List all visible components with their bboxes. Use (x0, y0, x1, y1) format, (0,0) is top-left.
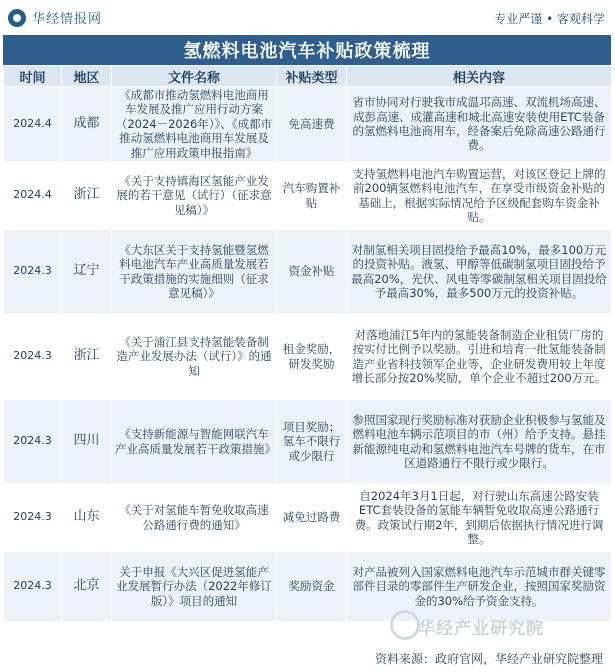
cell-region: 四川 (62, 400, 112, 484)
cell-content: 自2024年3月1日起，对行驶山东高速公路安装ETC套装设备的氢能车辆暂免收取高速公路通行费。政策试行期2年，到期后依据执行情况进行调整。 (347, 484, 612, 552)
cell-region: 山东 (62, 484, 112, 552)
table-row (4, 230, 612, 314)
cell-content: 参照国家现行奖励标准对获励企业积极参与氢能及燃料电池车辆示范项目的市（州）给予支持。悬挂新能源纯电动和氢燃料电池汽车号牌的货车，在市区道路通行不限行或少限行。 (347, 400, 612, 484)
slogan: 专业严谨 • 客观科学 (494, 12, 605, 26)
cell-subsidy-type: 免高速费 (277, 87, 347, 162)
cell-content: 对落地浦江5年内的氢能装备制造企业租赁厂房的按实付比例予以奖励。引进和培育一批氢能装备制造产业省科技领军企业等，企业研发费用较上年度增长部分按20%奖励，单个企业不超过200万元。 (347, 314, 612, 400)
cell-time: 2024.4 (4, 87, 62, 162)
column-header-document: 文件名称 (112, 66, 277, 87)
footer (0, 640, 615, 672)
cell-document: 《关于支持镇海区氢能产业发展的若干意见（试行）（征求意见稿）》 (112, 162, 277, 230)
table-row (4, 552, 612, 622)
cell-document: 关于申报《大兴区促进氢能产业发展暂行办法（2022年修订版）》项目的通知 (112, 552, 277, 622)
cell-subsidy-type: 租金奖励，研发奖励 (277, 314, 347, 400)
table-row (4, 87, 612, 162)
column-header-region: 地区 (62, 66, 112, 87)
cell-region: 浙江 (62, 314, 112, 400)
cell-subsidy-type: 项目奖励；氢车不限行或少限行 (277, 400, 347, 484)
cell-subsidy-type: 减免过路费 (277, 484, 347, 552)
cell-subsidy-type: 资金补贴 (277, 230, 347, 314)
source-note: 资料来源：政府官网，华经产业研究院整理 (374, 652, 603, 666)
cell-time: 2024.3 (4, 552, 62, 622)
cell-document: 《支持新能源与智能网联汽车产业高质量发展若干政策措施》 (112, 400, 277, 484)
cell-region: 浙江 (62, 162, 112, 230)
cell-document: 《关于对氢能车暂免收取高速公路通行费的通知》 (112, 484, 277, 552)
cell-content: 对产品被列入国家燃料电池汽车示范城市群关键零部件目录的零部件生产研发企业，按照国家奖励资金的30%给予资金支持。 (347, 552, 612, 622)
table-header-row (4, 66, 612, 87)
table-row (4, 484, 612, 552)
table-row (4, 314, 612, 400)
cell-time: 2024.3 (4, 484, 62, 552)
watermark-logo-icon (390, 610, 420, 640)
brand-logo (8, 8, 102, 27)
cell-content: 对制氢相关项目固投给予最高10%，最多100万元的投资补贴。液氢、甲醇等低碳制氢项目固投给予最高20%，光伏、风电等零碳制氢相关项目固投给予最高30%，最多500万元的投资补贴。 (347, 230, 612, 314)
cell-content: 省市协同对行驶我市成温邛高速、双流机场高速、成彭高速、成灌高速和城北高速安装使用ETC装备的氢燃料电池商用车，经备案后免除高速公路通行费。 (347, 87, 612, 162)
cell-document: 《成都市推动氢燃料电池商用车发展及推广应用行动方案（2024－2026年）》、《成都市推动氢燃料电池商用车发展及推广应用政策申报指南》 (112, 87, 277, 162)
cell-time: 2024.3 (4, 400, 62, 484)
column-header-content: 相关内容 (347, 66, 612, 87)
page-title: 氢燃料电池汽车补贴政策梳理 (3, 35, 611, 65)
table-row (4, 162, 612, 230)
cell-subsidy-type: 奖励资金 (277, 552, 347, 622)
table-row (4, 400, 612, 484)
cell-time: 2024.4 (4, 162, 62, 230)
top-bar (0, 0, 615, 34)
logo-icon (8, 9, 26, 27)
watermark-text: 华经产业研究院 (418, 619, 544, 639)
cell-time: 2024.3 (4, 314, 62, 400)
cell-content: 支持氢燃料电池汽车购置运营，对该区登记上牌的前200辆氢燃料电池汽车，在享受市级资金补贴的基础上，根据实际情况给予区级配套购车资金补贴。 (347, 162, 612, 230)
policy-table (3, 65, 612, 622)
column-header-subsidy-type: 补贴类型 (277, 66, 347, 87)
cell-subsidy-type: 汽车购置补贴 (277, 162, 347, 230)
column-header-time: 时间 (4, 66, 62, 87)
cell-region: 辽宁 (62, 230, 112, 314)
cell-document: 《关于浦江县支持氢能装备制造产业发展办法（试行）》的通知 (112, 314, 277, 400)
logo-text: 华经情报网 (32, 12, 103, 27)
cell-region: 北京 (62, 552, 112, 622)
cell-time: 2024.3 (4, 230, 62, 314)
cell-region: 成都 (62, 87, 112, 162)
cell-document: 《大东区关于支持氢能暨氢燃料电池汽车产业高质量发展若干政策措施的实施细则（征求意见稿）》 (112, 230, 277, 314)
